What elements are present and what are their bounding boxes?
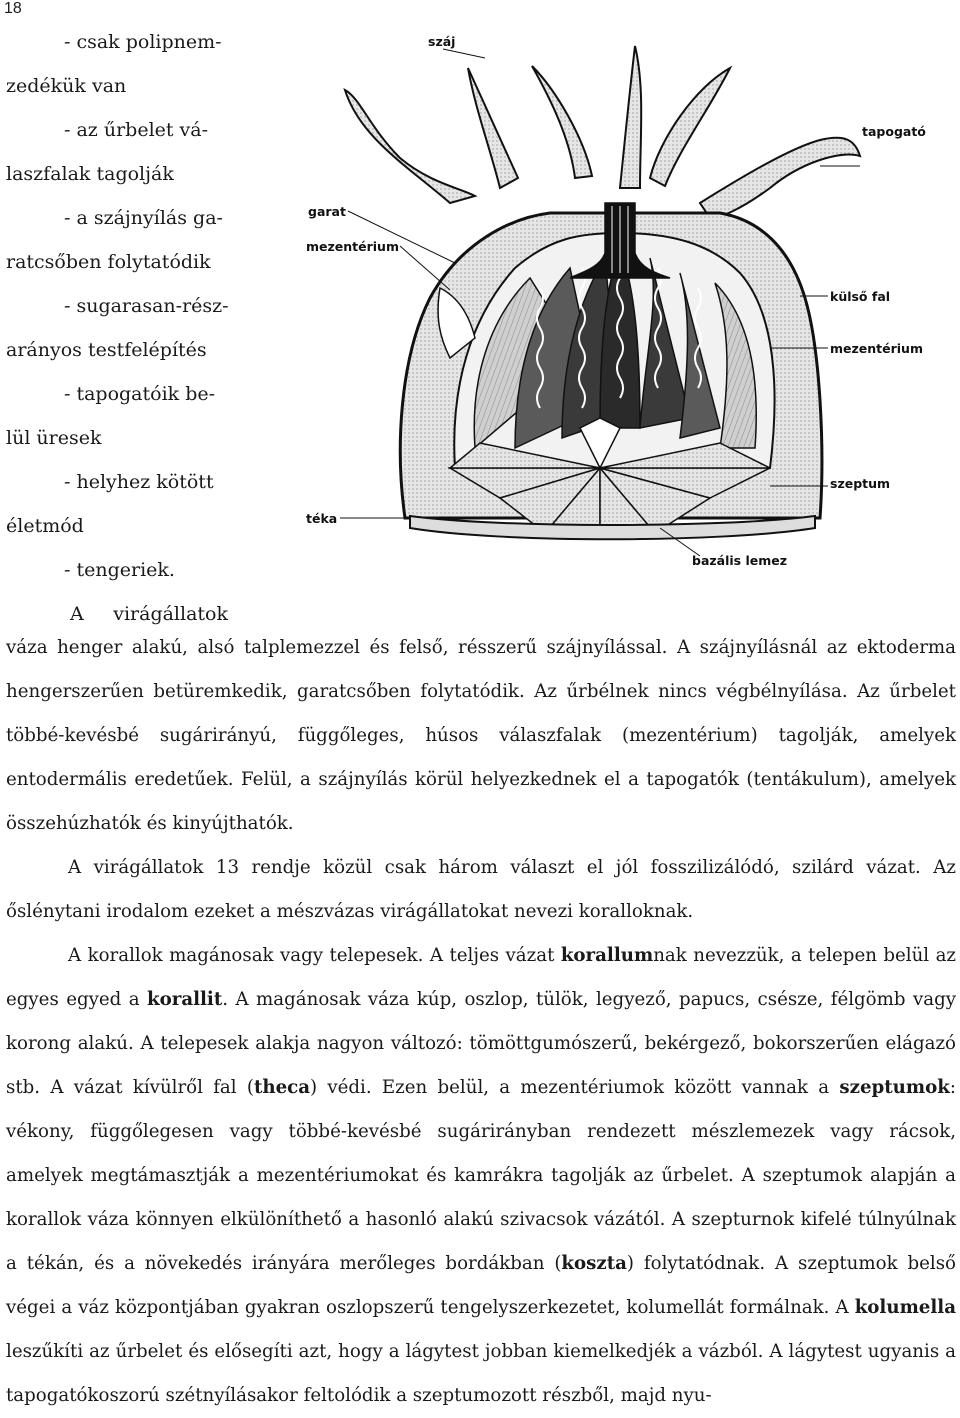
list-item: lül üresek — [6, 427, 102, 449]
list-item: - csak polipnem- — [64, 31, 222, 53]
paragraph-3 — [6, 934, 956, 1418]
lead-word: virágállatok — [113, 603, 228, 625]
tentacles — [345, 46, 860, 218]
feature-list — [6, 20, 228, 636]
term-korallit: korallit — [147, 989, 223, 1010]
para3-text: nak nevezzük, a telepen belül az egyes egyed a — [6, 945, 956, 1010]
term-koszta: koszta — [561, 1253, 627, 1274]
label-szaj: száj — [428, 34, 456, 49]
term-kolumella: kolumella — [854, 1297, 956, 1318]
list-item: - a szájnyílás ga- — [64, 207, 223, 229]
para3-text: : vékony, függőlegesen vagy többé-kevésbé sugárirányban rendezett mészlemezek vagy rácsok, amelyek megtámasztják a mezentériumokat és kamrákra tagolják az űrbelet. A szeptumok alapján a korallok váza könnyen elkülöníthető a hasonló alakú szivacsok vázától. A szepturnok kifelé túlnyúlnak a tékán, és a növekedés irányára merőleges bordákban ( — [6, 1077, 956, 1274]
term-szeptumok: szeptumok — [839, 1077, 950, 1098]
list-item: - tengeriek. — [64, 559, 175, 581]
para3-text: leszűkíti az űrbelet és elősegíti azt, hogy a lágytest jobban kiemelkedjék a vázból. A lágytest ugyanis a tapogatókoszorú szétnyílásakor feltolódik a szeptumozott részből, majd nyu- — [6, 1341, 956, 1406]
list-item: életmód — [6, 515, 84, 537]
label-mezenterium-left: mezentérium — [306, 239, 399, 254]
label-tapogato: tapogató — [862, 124, 926, 139]
list-item: - sugarasan-rész- — [64, 295, 229, 317]
label-kulso-fal: külső fal — [830, 289, 891, 304]
list-item: arányos testfelépítés — [6, 339, 207, 361]
anthozoa-cutaway-figure — [300, 28, 960, 583]
para3-text: A korallok magánosak vagy telepesek. A teljes vázat — [68, 945, 561, 966]
page-number: 18 — [4, 0, 22, 17]
list-item: - az űrbelet vá- — [64, 119, 209, 141]
label-szeptum: szeptum — [830, 476, 891, 491]
para3-text: ) védi. Ezen belül, a mezentériumok között vannak a — [310, 1077, 840, 1098]
list-item: - helyhez kötött — [64, 471, 214, 493]
body-text — [6, 626, 956, 1418]
list-item: laszfalak tagolják — [6, 163, 174, 185]
label-mezenterium-right: mezentérium — [830, 341, 923, 356]
figure-drawing — [300, 28, 960, 583]
para3-text: ) folytatódnak. A szeptumok belső végei a váz központjában gyakran oszlopszerű tengelyszerkezetet, kolumellát formálnak. A — [6, 1253, 956, 1318]
paragraph-1: váza henger alakú, alsó talplemezzel és felső, résszerű szájnyílással. A szájnyílásnál az ektoderma hengerszerűen betüremkedik, garatcsőben folytatódik. Az űrbélnek nincs végbélnyílása. Az űrbelet többé-kevésbé sugárirányú, függőleges, húsos válaszfalak (mezentérium) tagolják, amelyek entodermális eredetűek. Felül, a szájnyílás körül helyezkednek el a tapogatók (tentákulum), amelyek összehúzhatók és kinyújthatók. — [6, 637, 956, 834]
list-item: ratcsőben folytatódik — [6, 251, 211, 273]
paragraph-2: A virágállatok 13 rendje közül csak három választ el jól fosszilizálódó, szilárd vázat. Az őslénytani irodalom ezeket a mészvázas virágállatokat nevezi koralloknak. — [6, 857, 956, 922]
term-theca: theca — [253, 1077, 311, 1098]
list-item: zedékük van — [6, 75, 127, 97]
list-item: - tapogatóik be- — [64, 383, 216, 405]
term-korallum: korallum — [560, 945, 654, 966]
label-bazalis-lemez: bazális lemez — [692, 553, 787, 568]
para3-text: . A magánosak váza kúp, oszlop, tülök, legyező, papucs, csésze, félgömb vagy korong alakú. A telepesek alakja nagyon változó: tömöttgumószerű, bekérgező, bokorszerűen elágazó stb. A vázat kívülről fal ( — [6, 989, 956, 1098]
label-garat: garat — [308, 204, 346, 219]
label-teka: téka — [306, 511, 338, 526]
lead-article: A — [70, 603, 84, 625]
